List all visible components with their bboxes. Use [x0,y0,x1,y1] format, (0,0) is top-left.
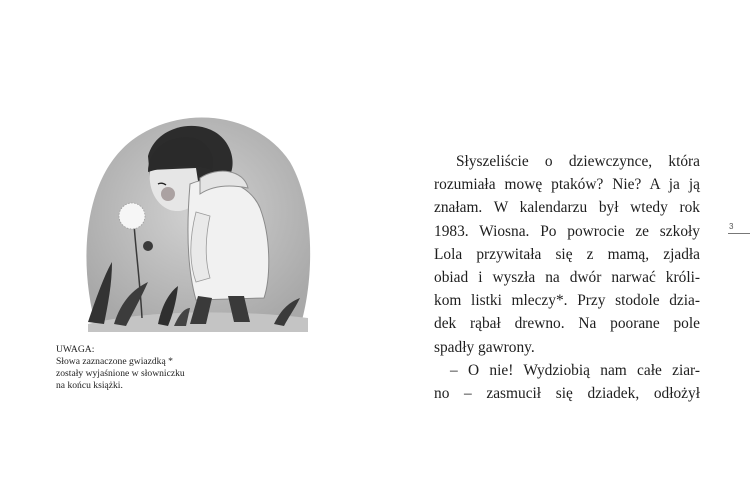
note-line: Słowa zaznaczone gwiazdką * [56,356,173,367]
story-line: no – zasmucił się dziadek, odłożył [434,384,700,402]
note-line: zostały wyjaśnione w słowniczku [56,368,185,379]
story-line: Lola przywitała się z mamą, zjadła [434,245,700,263]
story-line: dek rąbał drewno. Na poorane pole [434,315,700,333]
girl-with-dandelion-illustration [78,112,316,340]
note-heading: UWAGA: [56,344,95,355]
footnote-note [56,344,256,392]
page-number-rule [728,233,750,234]
story-line: znałam. W kalendarzu był wtedy rok [434,199,700,217]
story-line: 1983. Wiosna. Po powrocie ze szkoły [434,222,700,240]
story-line: kom listki mleczy*. Przy stodole dzia- [434,292,700,310]
story-text [434,150,700,405]
note-line: na końcu książki. [56,380,123,391]
story-line: – O nie! Wydziobią nam całe ziar- [450,361,700,379]
story-line: rozumiała mowę ptaków? Nie? A ja ją [434,176,700,194]
story-line: Słyszeliście o dziewczynce, która [456,153,700,170]
story-line: spadły gawrony. [434,338,535,356]
story-line: obiad i wyszła na dwór narwać króli- [434,268,700,286]
page-number: 3 [729,222,734,231]
